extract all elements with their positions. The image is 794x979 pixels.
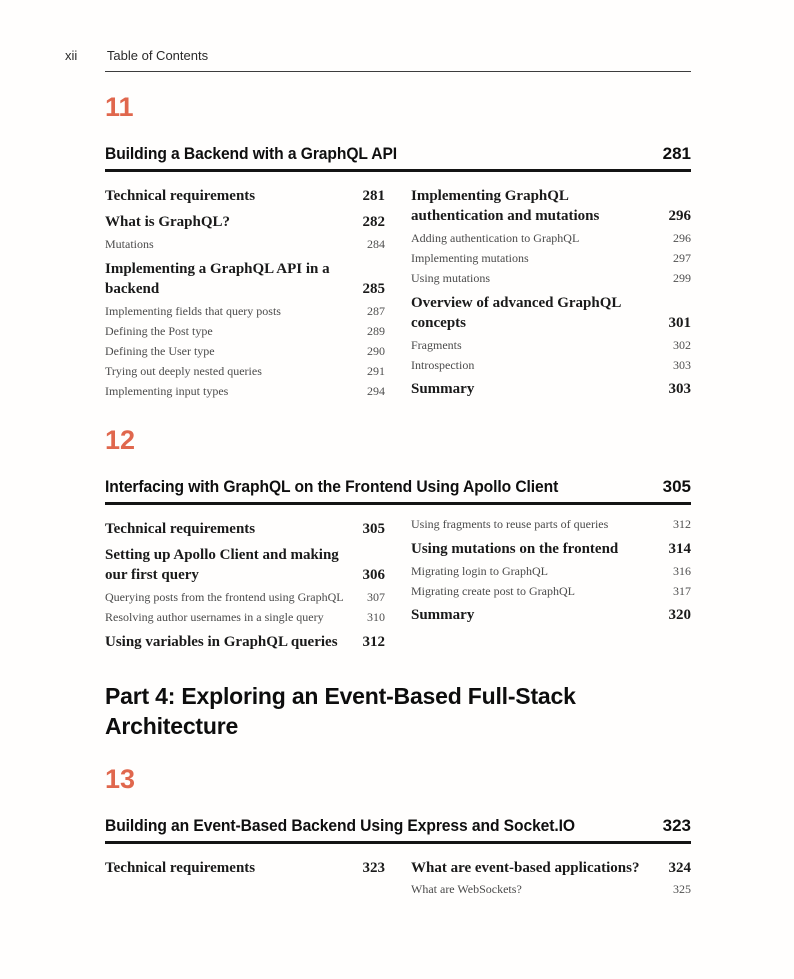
toc-entry xyxy=(105,303,385,320)
chapter-columns xyxy=(105,852,691,902)
entry-label: Implementing a GraphQL API in a backend xyxy=(105,260,330,297)
chapter-title-row xyxy=(105,477,691,505)
folio-number: xii xyxy=(65,48,78,63)
entry-page-number: 314 xyxy=(668,540,691,557)
toc-column xyxy=(411,180,691,403)
entry-page-number: 312 xyxy=(362,633,385,650)
chapter-title: Interfacing with GraphQL on the Frontend Using Apollo Client xyxy=(105,476,559,496)
entry-page-number: 296 xyxy=(673,231,691,245)
entry-label: Adding authentication to GraphQL xyxy=(411,231,580,245)
entry-label: Summary xyxy=(411,381,475,398)
entry-label: Summary xyxy=(411,607,475,624)
toc-entry xyxy=(411,516,691,533)
entry-page-number: 316 xyxy=(673,563,691,578)
toc-content xyxy=(105,84,691,901)
toc-entry xyxy=(411,881,691,898)
entry-label: Migrating create post to GraphQL xyxy=(411,583,575,598)
entry-label: Using mutations on the frontend xyxy=(411,540,619,557)
toc-entry xyxy=(411,186,691,227)
toc-entry xyxy=(105,519,385,539)
chapter-block xyxy=(105,94,691,403)
entry-label: Technical requirements xyxy=(105,188,256,204)
entry-label: Defining the User type xyxy=(105,343,215,358)
chapter-title-row xyxy=(105,816,691,844)
entry-label: Setting up Apollo Client and making our first query xyxy=(105,547,339,584)
chapter-title: Building a Backend with a GraphQL API xyxy=(105,144,398,163)
entry-page-number: 296 xyxy=(668,208,691,225)
entry-label: Using mutations xyxy=(411,271,491,286)
entry-label: Using variables in GraphQL queries xyxy=(105,633,338,650)
entry-page-number: 320 xyxy=(668,607,691,624)
header-rule xyxy=(105,71,691,72)
entry-label: Using fragments to reuse parts of queries xyxy=(411,517,609,532)
toc-entry xyxy=(105,343,385,360)
entry-label: Technical requirements xyxy=(105,520,256,537)
entry-label: Resolving author usernames in a single query xyxy=(105,610,324,625)
entry-page-number: 324 xyxy=(668,859,691,876)
entry-page-number: 303 xyxy=(673,357,691,372)
toc-entry xyxy=(105,609,385,626)
entry-label: Defining the Post type xyxy=(105,323,213,338)
entry-label: What are event-based applications? xyxy=(411,859,640,876)
entry-page-number: 289 xyxy=(367,323,385,338)
toc-entry xyxy=(411,293,691,334)
toc-entry xyxy=(105,186,385,206)
entry-page-number: 325 xyxy=(673,882,691,897)
entry-page-number: 287 xyxy=(367,303,385,318)
toc-column xyxy=(105,513,385,654)
entry-label: Implementing mutations xyxy=(411,251,529,266)
toc-entry xyxy=(105,259,385,300)
toc-entry xyxy=(411,337,691,354)
entry-page-number: 284 xyxy=(367,237,385,251)
chapter-page-number: 305 xyxy=(662,476,691,496)
toc-entry xyxy=(105,323,385,340)
part-block xyxy=(105,682,691,742)
chapter-title: Building an Event-Based Backend Using Express and Socket.IO xyxy=(105,815,575,835)
toc-entry xyxy=(105,212,385,232)
entry-page-number: 291 xyxy=(367,363,385,378)
chapter-number: 12 xyxy=(105,424,136,455)
entry-page-number: 302 xyxy=(673,337,691,352)
entry-label: Technical requirements xyxy=(105,859,256,876)
toc-column xyxy=(411,513,691,654)
entry-page-number: 297 xyxy=(673,251,691,266)
toc-entry xyxy=(411,583,691,600)
header-title: Table of Contents xyxy=(106,48,209,63)
entry-page-number: 306 xyxy=(362,567,385,584)
entry-page-number: 305 xyxy=(362,520,385,537)
entry-label: Mutations xyxy=(105,237,154,251)
chapter-number: 11 xyxy=(105,92,134,122)
entry-page-number: 282 xyxy=(362,214,385,231)
part-heading: Part 4: Exploring an Event-Based Full-Stack Architecture xyxy=(105,682,576,739)
toc-entry xyxy=(411,230,691,247)
toc-entry xyxy=(411,270,691,287)
toc-column xyxy=(411,852,691,902)
toc-entry xyxy=(411,539,691,559)
entry-label: Querying posts from the frontend using GraphQL xyxy=(105,590,344,605)
entry-page-number: 290 xyxy=(367,343,385,358)
entry-page-number: 303 xyxy=(668,381,691,398)
entry-label: Implementing fields that query posts xyxy=(105,303,281,318)
entry-label: Migrating login to GraphQL xyxy=(411,563,548,578)
entry-label: Overview of advanced GraphQL concepts xyxy=(411,294,621,331)
toc-entry xyxy=(411,250,691,267)
toc-entry xyxy=(105,236,385,253)
toc-entry xyxy=(411,563,691,580)
chapter-columns xyxy=(105,513,691,654)
toc-column xyxy=(105,180,385,403)
toc-entry xyxy=(411,379,691,399)
entry-page-number: 317 xyxy=(673,583,691,598)
toc-entry xyxy=(105,632,385,652)
entry-label: Fragments xyxy=(411,337,462,352)
toc-entry xyxy=(411,605,691,625)
entry-label: What are WebSockets? xyxy=(411,882,522,897)
toc-column xyxy=(105,852,385,902)
toc-entry xyxy=(411,357,691,374)
toc-entry xyxy=(105,383,385,400)
chapter-columns xyxy=(105,180,691,403)
toc-entry xyxy=(105,858,385,878)
entry-label: Implementing input types xyxy=(105,383,229,398)
chapter-block xyxy=(105,763,691,902)
entry-page-number: 301 xyxy=(668,314,691,331)
toc-entry xyxy=(411,858,691,878)
entry-label: Introspection xyxy=(411,357,475,372)
entry-page-number: 294 xyxy=(367,383,385,398)
entry-label: Implementing GraphQL authentication and mutations xyxy=(411,188,600,225)
entry-label: What is GraphQL? xyxy=(105,214,231,231)
chapter-page-number: 323 xyxy=(662,815,691,835)
entry-page-number: 312 xyxy=(673,517,691,532)
chapter-number: 13 xyxy=(105,763,136,794)
toc-entry xyxy=(105,589,385,606)
chapter-page-number: 281 xyxy=(662,144,691,163)
entry-page-number: 299 xyxy=(673,271,691,286)
entry-page-number: 285 xyxy=(362,280,385,297)
toc-entry xyxy=(105,545,385,586)
page-header xyxy=(65,48,208,63)
entry-page-number: 310 xyxy=(367,610,385,625)
entry-page-number: 281 xyxy=(362,188,385,204)
entry-page-number: 307 xyxy=(367,590,385,605)
entry-label: Trying out deeply nested queries xyxy=(105,363,262,378)
entry-page-number: 323 xyxy=(362,859,385,876)
toc-entry xyxy=(105,363,385,380)
chapter-title-row xyxy=(105,144,691,172)
chapter-block xyxy=(105,424,691,654)
